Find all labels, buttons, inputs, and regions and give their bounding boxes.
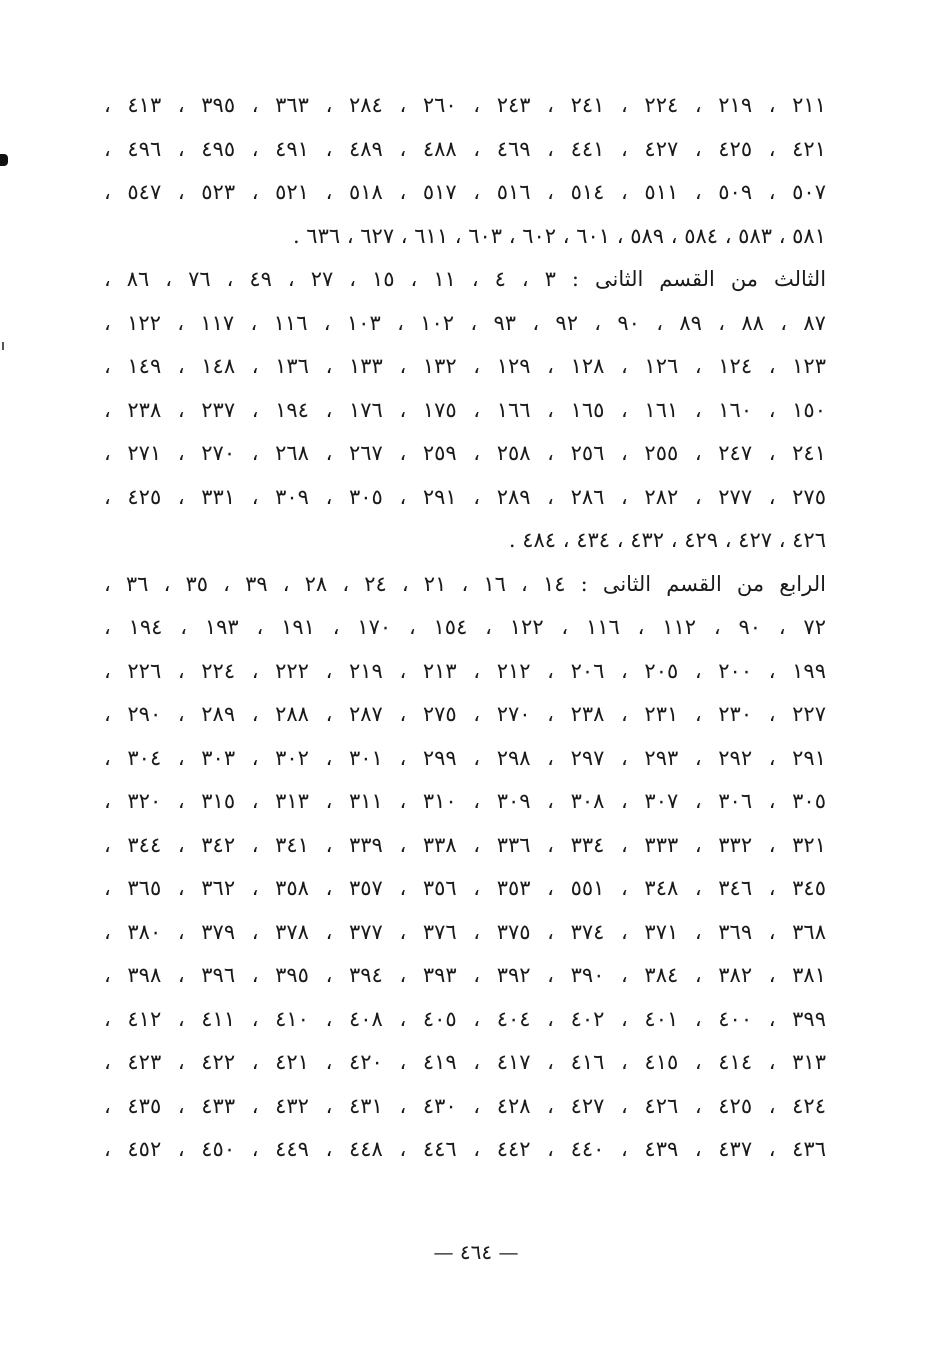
page-number: — ٤٦٤ — (433, 1240, 519, 1264)
text-line: ٣٨١ ، ٣٨٢ ، ٣٨٤ ، ٣٩٠ ، ٣٩٢ ، ٣٩٣ ، ٣٩٤ ، ٣٩٥ ، ٣٩٦ ، ٣٩٨ ، (104, 963, 826, 987)
index-text-block (104, 84, 826, 1172)
text-line: ١٢٣ ، ١٢٤ ، ١٢٦ ، ١٢٨ ، ١٢٩ ، ١٣٢ ، ١٣٣ ، ١٣٦ ، ١٤٨ ، ١٤٩ ، (104, 354, 826, 378)
section-heading-fourth: الرابع من القسم الثانى : ١٤ ، ١٦ ، ٢١ ، ٢٤ ، ٢٨ ، ٣٩ ، ٣٥ ، ٣٦ ، (104, 571, 826, 596)
text-line: ٤٢٦ ، ٤٢٧ ، ٤٢٩ ، ٤٣٢ ، ٤٣٤ ، ٤٨٤ . (508, 528, 826, 552)
text-line: ٢١١ ، ٢١٩ ، ٢٢٤ ، ٢٤١ ، ٢٤٣ ، ٢٦٠ ، ٢٨٤ ، ٣٦٣ ، ٣٩٥ ، ٤١٣ ، (104, 93, 826, 117)
text-line: ١٩٩ ، ٢٠٠ ، ٢٠٥ ، ٢٠٦ ، ٢١٢ ، ٢١٣ ، ٢١٩ ، ٢٢٢ ، ٢٢٤ ، ٢٢٦ ، (104, 658, 826, 683)
text-line: ٥٨١ ، ٥٨٣ ، ٥٨٤ ، ٥٨٩ ، ٦٠١ ، ٦٠٢ ، ٦٠٣ ، ٦١١ ، ٦٢٧ ، ٦٣٦ . (292, 223, 826, 248)
text-line: ٧٢ ، ٩٠ ، ١١٢ ، ١١٦ ، ١٢٢ ، ١٥٤ ، ١٧٠ ، ١٩١ ، ١٩٣ ، ١٩٤ ، (104, 615, 826, 639)
text-line: ٤٣٦ ، ٤٣٧ ، ٤٣٩ ، ٤٤٠ ، ٤٤٢ ، ٤٤٦ ، ٤٤٨ ، ٤٤٩ ، ٤٥٠ ، ٤٥٢ ، (104, 1137, 826, 1161)
text-line: ٢٧٥ ، ٢٧٧ ، ٢٨٢ ، ٢٨٦ ، ٢٨٩ ، ٢٩١ ، ٣٠٥ ، ٣٠٩ ، ٣٣١ ، ٤٢٥ ، (104, 484, 826, 509)
text-line: ٣٦٨ ، ٣٦٩ ، ٣٧١ ، ٣٧٤ ، ٣٧٥ ، ٣٧٦ ، ٣٧٧ ، ٣٧٨ ، ٣٧٩ ، ٣٨٠ ، (104, 919, 826, 944)
text-line: ٣٠٥ ، ٣٠٦ ، ٣٠٧ ، ٣٠٨ ، ٣٠٩ ، ٣١٠ ، ٣١١ ، ٣١٣ ، ٣١٥ ، ٣٢٠ ، (104, 789, 826, 813)
text-line: ٢٢٧ ، ٢٣٠ ، ٢٣١ ، ٢٣٨ ، ٢٧٠ ، ٢٧٥ ، ٢٨٧ ، ٢٨٨ ، ٢٨٩ ، ٢٩٠ ، (104, 702, 826, 726)
text-line: ٣٤٥ ، ٣٤٦ ، ٣٤٨ ، ٥٥١ ، ٣٥٣ ، ٣٥٦ ، ٣٥٧ ، ٣٥٨ ، ٣٦٢ ، ٣٦٥ ، (104, 876, 826, 900)
text-line: ٤٢٤ ، ٤٢٥ ، ٤٢٦ ، ٤٢٧ ، ٤٢٨ ، ٤٣٠ ، ٤٣١ ، ٤٣٢ ، ٤٣٣ ، ٤٣٥ ، (104, 1093, 826, 1118)
text-line: ٤٢١ ، ٤٢٥ ، ٤٢٧ ، ٤٤١ ، ٤٦٩ ، ٤٨٨ ، ٤٨٩ ، ٤٩١ ، ٤٩٥ ، ٤٩٦ ، (104, 136, 826, 161)
text-line: ٥٠٧ ، ٥٠٩ ، ٥١١ ، ٥١٤ ، ٥١٦ ، ٥١٧ ، ٥١٨ ، ٥٢١ ، ٥٢٣ ، ٥٤٧ ، (104, 180, 826, 204)
margin-ink-mark (0, 154, 8, 166)
text-line: ٣٢١ ، ٣٣٢ ، ٣٣٣ ، ٣٣٤ ، ٣٣٦ ، ٣٣٨ ، ٣٣٩ ، ٣٤١ ، ٣٤٢ ، ٣٤٤ ، (104, 832, 826, 857)
text-line: ١٥٠ ، ١٦٠ ، ١٦١ ، ١٦٥ ، ١٦٦ ، ١٧٥ ، ١٧٦ ، ١٩٤ ، ٢٣٧ ، ٢٣٨ ، (104, 397, 826, 422)
text-line: ٢٤١ ، ٢٤٧ ، ٢٥٥ ، ٢٥٦ ، ٢٥٨ ، ٢٥٩ ، ٢٦٧ ، ٢٦٨ ، ٢٧٠ ، ٢٧١ ، (104, 441, 826, 465)
text-line: ٣٩٩ ، ٤٠٠ ، ٤٠١ ، ٤٠٢ ، ٤٠٤ ، ٤٠٥ ، ٤٠٨ ، ٤١٠ ، ٤١١ ، ٤١٢ ، (104, 1006, 826, 1031)
text-line: ٣١٣ ، ٤١٤ ، ٤١٥ ، ٤١٦ ، ٤١٧ ، ٤١٩ ، ٤٢٠ ، ٤٢١ ، ٤٢٢ ، ٤٢٣ ، (104, 1050, 826, 1074)
text-line: ٨٧ ، ٨٨ ، ٨٩ ، ٩٠ ، ٩٢ ، ٩٣ ، ١٠٢ ، ١٠٣ ، ١١٦ ، ١١٧ ، ١٢٢ ، (104, 310, 826, 335)
margin-ink-dot (2, 342, 4, 350)
section-heading-third: الثالث من القسم الثانى : ٣ ، ٤ ، ١١ ، ١٥ ، ٢٧ ، ٤٩ ، ٧٦ ، ٨٦ ، (104, 267, 826, 291)
text-line: ٢٩١ ، ٢٩٢ ، ٢٩٣ ، ٢٩٧ ، ٢٩٨ ، ٢٩٩ ، ٣٠١ ، ٣٠٢ ، ٣٠٣ ، ٣٠٤ ، (104, 745, 826, 770)
